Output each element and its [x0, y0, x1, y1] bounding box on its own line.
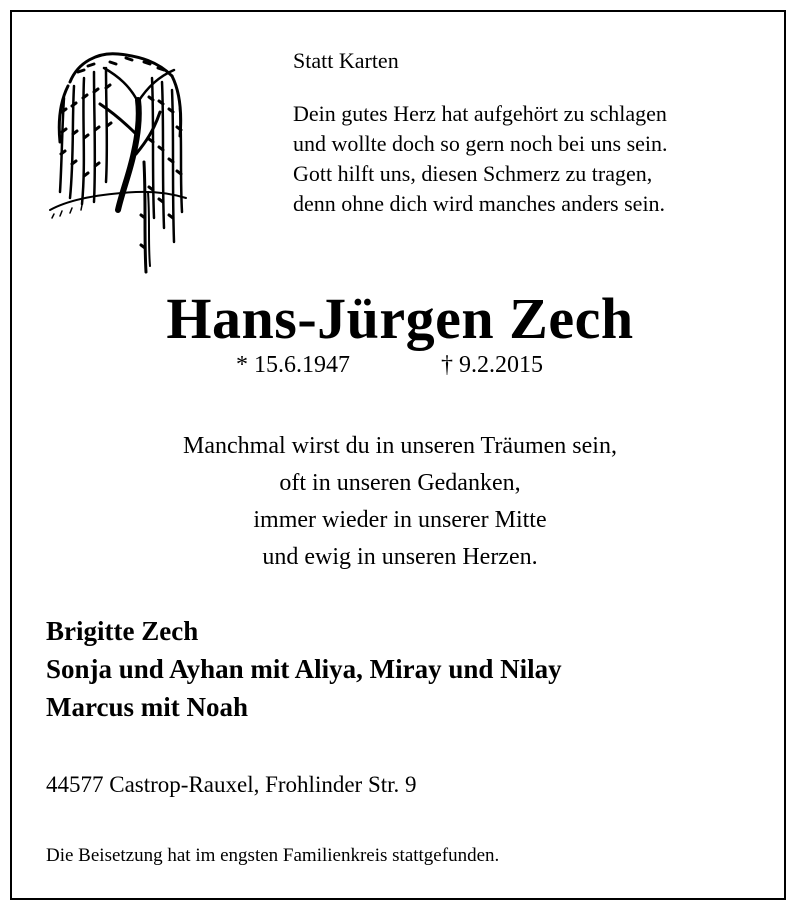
deceased-name: Hans-Jürgen Zech — [166, 286, 634, 351]
poem-middle-line: und ewig in unseren Herzen. — [262, 544, 538, 570]
burial-note: Die Beisetzung hat im engsten Familienkreis stattgefunden. — [46, 845, 500, 866]
poem-middle — [0, 428, 800, 576]
weeping-willow-icon — [48, 42, 188, 274]
mourner-name: Brigitte Zech — [46, 616, 199, 646]
mourner-name: Marcus mit Noah — [46, 692, 248, 722]
poem-middle-line: oft in unseren Gedanken, — [279, 470, 521, 496]
poem-top — [293, 99, 668, 219]
death-date: † 9.2.2015 — [441, 352, 543, 378]
poem-top-line: Dein gutes Herz hat aufgehört zu schlagen — [293, 101, 667, 126]
poem-top-line: Gott hilft uns, diesen Schmerz zu tragen, — [293, 161, 653, 186]
poem-middle-line: immer wieder in unserer Mitte — [253, 507, 547, 533]
birth-date: * 15.6.1947 — [236, 352, 350, 378]
statt-karten-label: Statt Karten — [293, 48, 399, 73]
header-block — [293, 46, 668, 219]
poem-top-line: denn ohne dich wird manches anders sein. — [293, 191, 666, 216]
mourner-name: Sonja und Ayhan mit Aliya, Miray und Nilay — [46, 654, 562, 684]
address: 44577 Castrop-Rauxel, Frohlinder Str. 9 — [46, 772, 417, 797]
mourners-list — [46, 612, 562, 726]
poem-top-line: und wollte doch so gern noch bei uns sein. — [293, 131, 668, 156]
poem-middle-line: Manchmal wirst du in unseren Träumen sein, — [183, 433, 617, 459]
